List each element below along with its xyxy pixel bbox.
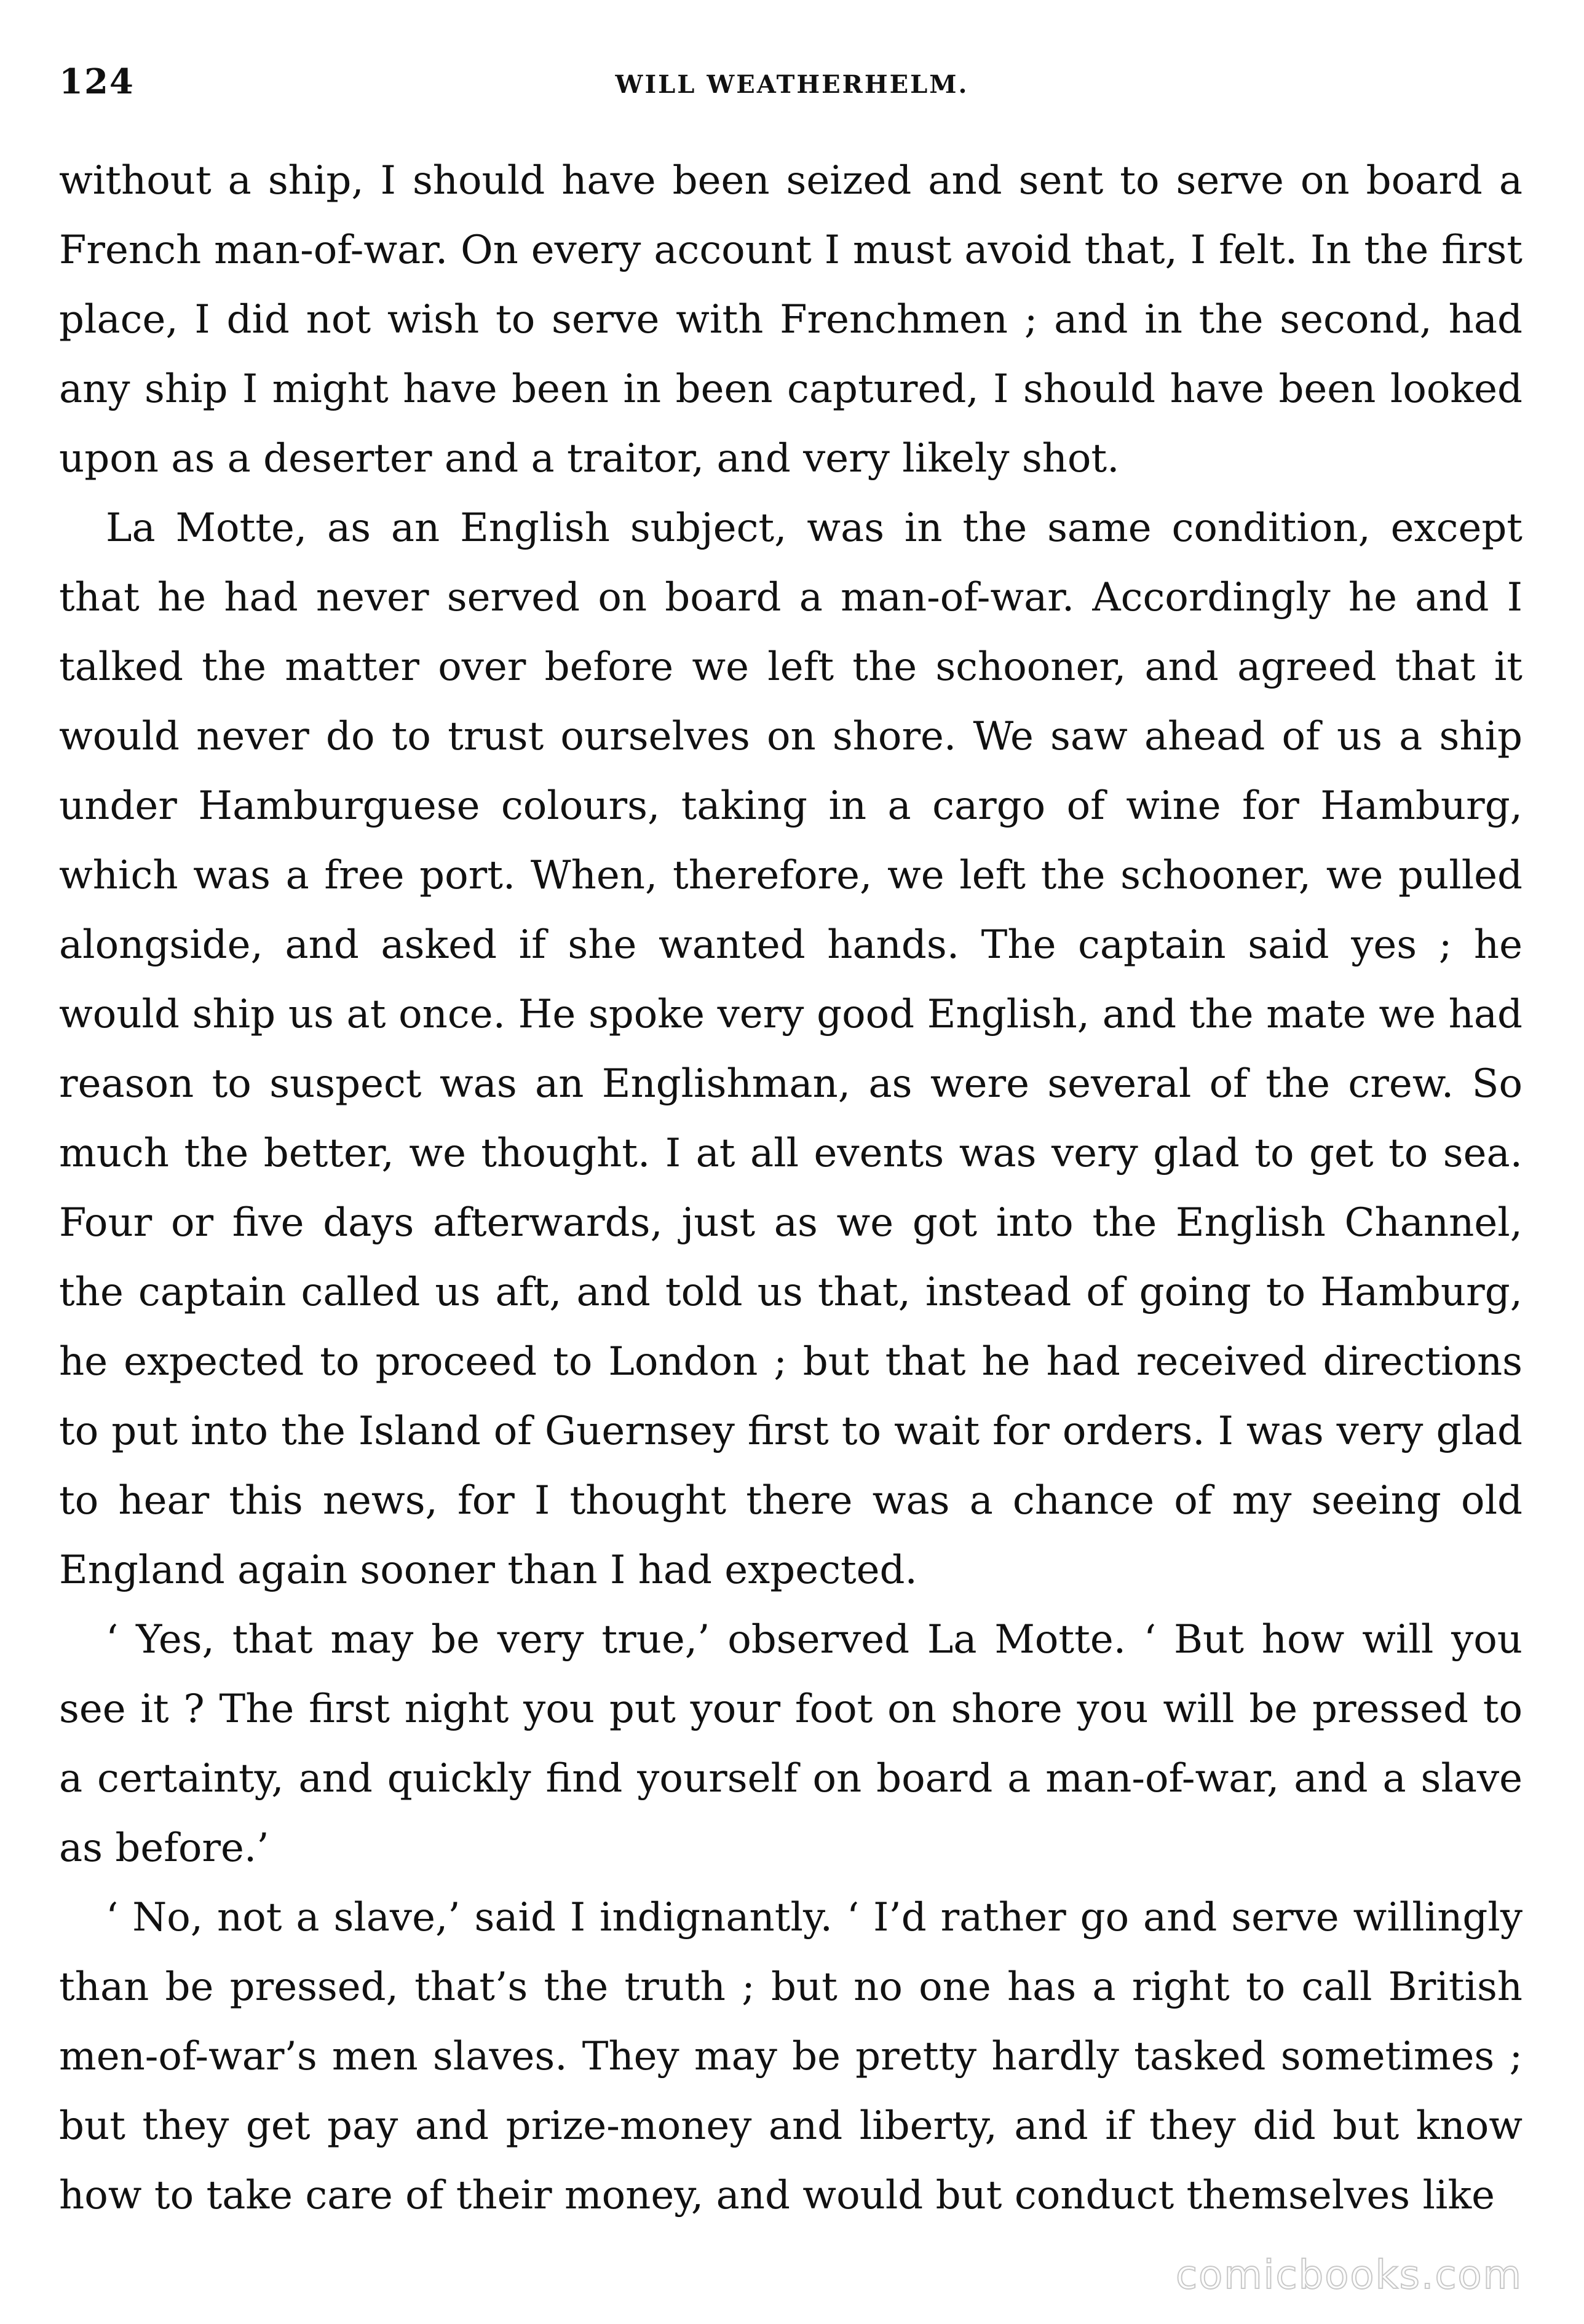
running-head	[59, 61, 1525, 117]
paragraph: ‘ No, not a slave,’ said I indignantly. ‘ I’d rather go and serve willingly than be pressed, that’s the truth ; but no one has a right to call British men-of-war’s men slaves. They may be pretty hardly tasked sometimes ; but they get pay and prize-money and liberty, and if they did but know how to take care of their money, and would but conduct themselves like	[59, 1895, 1523, 2218]
paragraph: ‘ Yes, that may be very true,’ observed La Motte. ‘ But how will you see it ? The first night you put your foot on shore you will be pressed to a certainty, and quickly find yourself on board a man-of-war, and a slave as before.’	[59, 1617, 1523, 1871]
running-title: WILL WEATHERHELM.	[615, 70, 969, 99]
page-number: 124	[59, 61, 135, 102]
body-text	[59, 146, 1523, 2231]
paragraph-continuation: without a ship, I should have been seized and sent to serve on board a French man-of-war. On every account I must avoid that, I felt. In the first place, I did not wish to serve with Frenchmen ; and in the second, had any ship I might have been in been captured, I should have been looked upon as a deserter and a traitor, and very likely shot.	[59, 158, 1523, 481]
watermark: comicbooks.com	[1175, 2253, 1523, 2298]
paragraph: La Motte, as an English subject, was in the same condition, except that he had never served on board a man-of-war. Accordingly he and I talked the matter over before we left the schooner, and agreed that it would never do to trust ourselves on shore. We saw ahead of us a ship under Hamburguese colours, taking in a cargo of wine for Hamburg, which was a free port. When, therefore, we left the schooner, we pulled alongside, and asked if she wanted hands. The captain said yes ; he would ship us at once. He spoke very good English, and the mate we had reason to suspect was an Englishman, as were several of the crew. So much the better, we thought. I at all events was very glad to get to sea. Four or five days afterwards, just as we got into the English Channel, the captain called us aft, and told us that, instead of going to Hamburg, he expected to proceed to London ; but that he had received directions to put into the Island of Guernsey first to wait for orders. I was very glad to hear this news, for I thought there was a chance of my seeing old England again sooner than I had expected.	[59, 505, 1523, 1593]
